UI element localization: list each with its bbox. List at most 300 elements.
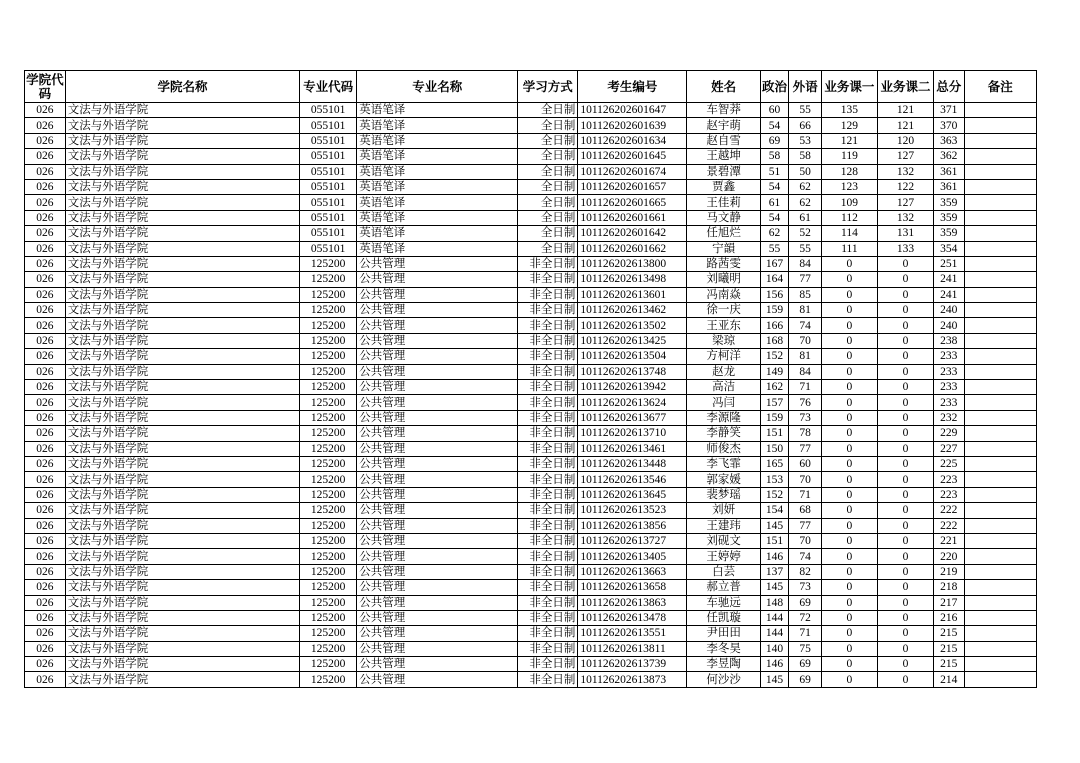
cell-total-score: 233 [934,380,965,395]
header-note: 备注 [964,71,1036,103]
cell-exam-id: 101126202613601 [578,287,687,302]
cell-note [964,549,1036,564]
cell-college-code: 026 [25,380,66,395]
cell-total-score: 215 [934,657,965,672]
cell-major-name: 公共管理 [357,580,518,595]
cell-note [964,410,1036,425]
cell-college-code: 026 [25,395,66,410]
cell-note [964,226,1036,241]
cell-course1-score: 0 [821,303,877,318]
cell-course2-score: 0 [877,333,933,348]
cell-college-code: 026 [25,256,66,271]
cell-major-code: 125200 [300,395,357,410]
cell-major-name: 公共管理 [357,287,518,302]
cell-politics-score: 159 [760,303,789,318]
cell-total-score: 240 [934,318,965,333]
cell-college-name: 文法与外语学院 [65,333,299,348]
cell-exam-id: 101126202613710 [578,426,687,441]
cell-foreign-lang-score: 60 [789,456,822,471]
cell-exam-id: 101126202613502 [578,318,687,333]
cell-student-name: 任凯璇 [687,610,760,625]
cell-major-name: 公共管理 [357,395,518,410]
table-row [25,226,1037,241]
cell-college-code: 026 [25,364,66,379]
cell-total-score: 240 [934,303,965,318]
cell-note [964,533,1036,548]
cell-study-mode: 非全日制 [518,626,578,641]
cell-college-code: 026 [25,118,66,133]
cell-college-name: 文法与外语学院 [65,595,299,610]
cell-exam-id: 101126202613425 [578,333,687,348]
cell-study-mode: 非全日制 [518,380,578,395]
cell-college-name: 文法与外语学院 [65,518,299,533]
cell-total-score: 359 [934,210,965,225]
cell-college-code: 026 [25,410,66,425]
cell-foreign-lang-score: 62 [789,195,822,210]
header-college-name: 学院名称 [65,71,299,103]
cell-politics-score: 54 [760,210,789,225]
cell-major-code: 125200 [300,349,357,364]
cell-college-name: 文法与外语学院 [65,626,299,641]
cell-major-name: 公共管理 [357,518,518,533]
table-row [25,118,1037,133]
cell-course1-score: 0 [821,333,877,348]
table-row [25,195,1037,210]
header-major-code: 专业代码 [300,71,357,103]
cell-college-name: 文法与外语学院 [65,487,299,502]
cell-foreign-lang-score: 71 [789,380,822,395]
cell-exam-id: 101126202613873 [578,672,687,687]
table-row [25,610,1037,625]
cell-college-code: 026 [25,426,66,441]
header-name: 姓名 [687,71,760,103]
cell-total-score: 370 [934,118,965,133]
cell-student-name: 郝立普 [687,580,760,595]
cell-college-name: 文法与外语学院 [65,610,299,625]
cell-course1-score: 0 [821,364,877,379]
cell-course1-score: 0 [821,318,877,333]
cell-course1-score: 0 [821,518,877,533]
cell-foreign-lang-score: 68 [789,503,822,518]
cell-note [964,118,1036,133]
cell-college-name: 文法与外语学院 [65,287,299,302]
cell-major-name: 公共管理 [357,456,518,471]
cell-college-code: 026 [25,195,66,210]
cell-foreign-lang-score: 77 [789,518,822,533]
cell-course2-score: 122 [877,179,933,194]
cell-college-code: 026 [25,610,66,625]
table-row [25,210,1037,225]
cell-foreign-lang-score: 75 [789,641,822,656]
cell-major-code: 125200 [300,256,357,271]
cell-foreign-lang-score: 66 [789,118,822,133]
cell-exam-id: 101126202613727 [578,533,687,548]
cell-exam-id: 101126202613663 [578,564,687,579]
cell-note [964,349,1036,364]
table-row [25,364,1037,379]
table-row [25,549,1037,564]
cell-course1-score: 0 [821,503,877,518]
cell-major-name: 公共管理 [357,349,518,364]
cell-student-name: 刘曦明 [687,272,760,287]
cell-major-code: 125200 [300,518,357,533]
cell-foreign-lang-score: 77 [789,272,822,287]
cell-exam-id: 101126202601657 [578,179,687,194]
cell-major-code: 125200 [300,595,357,610]
cell-college-code: 026 [25,210,66,225]
cell-college-name: 文法与外语学院 [65,179,299,194]
cell-course2-score: 121 [877,103,933,118]
cell-major-code: 125200 [300,456,357,471]
cell-note [964,318,1036,333]
cell-politics-score: 145 [760,518,789,533]
cell-study-mode: 全日制 [518,179,578,194]
cell-course2-score: 0 [877,580,933,595]
cell-foreign-lang-score: 84 [789,256,822,271]
cell-exam-id: 101126202613863 [578,595,687,610]
cell-student-name: 马文静 [687,210,760,225]
cell-study-mode: 全日制 [518,164,578,179]
cell-student-name: 王佳莉 [687,195,760,210]
cell-course2-score: 133 [877,241,933,256]
cell-exam-id: 101126202601662 [578,241,687,256]
cell-total-score: 216 [934,610,965,625]
cell-major-code: 125200 [300,380,357,395]
cell-college-name: 文法与外语学院 [65,303,299,318]
cell-foreign-lang-score: 73 [789,580,822,595]
cell-note [964,580,1036,595]
table-row [25,472,1037,487]
table-row [25,164,1037,179]
cell-major-code: 055101 [300,164,357,179]
table-row [25,426,1037,441]
table-row [25,657,1037,672]
cell-foreign-lang-score: 53 [789,133,822,148]
cell-total-score: 251 [934,256,965,271]
cell-student-name: 尹田田 [687,626,760,641]
cell-course1-score: 0 [821,349,877,364]
cell-exam-id: 101126202601647 [578,103,687,118]
cell-study-mode: 非全日制 [518,364,578,379]
table-row [25,349,1037,364]
cell-major-code: 125200 [300,549,357,564]
cell-foreign-lang-score: 70 [789,472,822,487]
cell-foreign-lang-score: 58 [789,149,822,164]
cell-major-name: 公共管理 [357,364,518,379]
cell-major-name: 公共管理 [357,333,518,348]
cell-course2-score: 121 [877,118,933,133]
cell-course1-score: 0 [821,672,877,687]
cell-foreign-lang-score: 72 [789,610,822,625]
cell-study-mode: 非全日制 [518,672,578,687]
cell-college-name: 文法与外语学院 [65,241,299,256]
cell-college-code: 026 [25,672,66,687]
cell-politics-score: 166 [760,318,789,333]
table-row [25,103,1037,118]
cell-major-name: 英语笔译 [357,133,518,148]
cell-course2-score: 0 [877,256,933,271]
cell-student-name: 何沙沙 [687,672,760,687]
cell-student-name: 王建玮 [687,518,760,533]
cell-foreign-lang-score: 70 [789,533,822,548]
cell-college-name: 文法与外语学院 [65,133,299,148]
cell-foreign-lang-score: 74 [789,549,822,564]
header-study-mode: 学习方式 [518,71,578,103]
header-total: 总分 [934,71,965,103]
cell-college-name: 文法与外语学院 [65,395,299,410]
cell-politics-score: 144 [760,610,789,625]
cell-total-score: 361 [934,179,965,194]
cell-note [964,456,1036,471]
header-college-code: 学院代码 [26,71,64,101]
cell-course2-score: 127 [877,195,933,210]
cell-study-mode: 非全日制 [518,333,578,348]
cell-major-name: 英语笔译 [357,210,518,225]
cell-course2-score: 0 [877,549,933,564]
score-table [24,70,1037,688]
cell-course1-score: 135 [821,103,877,118]
cell-college-code: 026 [25,657,66,672]
cell-total-score: 215 [934,641,965,656]
table-body [25,103,1037,688]
cell-foreign-lang-score: 69 [789,595,822,610]
cell-student-name: 王婷婷 [687,549,760,564]
cell-study-mode: 非全日制 [518,503,578,518]
cell-major-name: 公共管理 [357,410,518,425]
cell-study-mode: 全日制 [518,226,578,241]
cell-course1-score: 0 [821,487,877,502]
cell-major-code: 125200 [300,318,357,333]
table-row [25,149,1037,164]
cell-politics-score: 152 [760,349,789,364]
cell-college-name: 文法与外语学院 [65,456,299,471]
cell-major-code: 125200 [300,333,357,348]
cell-major-name: 英语笔译 [357,241,518,256]
cell-politics-score: 165 [760,456,789,471]
cell-college-name: 文法与外语学院 [65,256,299,271]
cell-college-code: 026 [25,626,66,641]
cell-note [964,610,1036,625]
cell-exam-id: 101126202613504 [578,349,687,364]
cell-college-code: 026 [25,564,66,579]
cell-study-mode: 非全日制 [518,426,578,441]
cell-course2-score: 0 [877,410,933,425]
cell-exam-id: 101126202613942 [578,380,687,395]
cell-foreign-lang-score: 81 [789,349,822,364]
cell-student-name: 宁韻 [687,241,760,256]
cell-college-code: 026 [25,149,66,164]
cell-exam-id: 101126202613677 [578,410,687,425]
cell-student-name: 刘砚文 [687,533,760,548]
cell-study-mode: 非全日制 [518,657,578,672]
cell-major-name: 公共管理 [357,318,518,333]
cell-major-code: 055101 [300,241,357,256]
table-row [25,441,1037,456]
table-row [25,272,1037,287]
cell-politics-score: 150 [760,441,789,456]
cell-student-name: 徐一庆 [687,303,760,318]
cell-college-name: 文法与外语学院 [65,426,299,441]
cell-study-mode: 非全日制 [518,641,578,656]
cell-major-code: 125200 [300,441,357,456]
cell-note [964,441,1036,456]
cell-course1-score: 114 [821,226,877,241]
cell-exam-id: 101126202613546 [578,472,687,487]
cell-note [964,472,1036,487]
cell-exam-id: 101126202601645 [578,149,687,164]
cell-student-name: 贾鑫 [687,179,760,194]
cell-note [964,364,1036,379]
cell-note [964,518,1036,533]
cell-course2-score: 0 [877,272,933,287]
cell-politics-score: 69 [760,133,789,148]
cell-student-name: 任旭烂 [687,226,760,241]
cell-total-score: 215 [934,626,965,641]
table-row [25,256,1037,271]
header-major-name: 专业名称 [357,71,518,103]
cell-student-name: 冯闫 [687,395,760,410]
cell-foreign-lang-score: 77 [789,441,822,456]
cell-course1-score: 123 [821,179,877,194]
cell-course1-score: 0 [821,533,877,548]
cell-course1-score: 119 [821,149,877,164]
cell-major-code: 125200 [300,533,357,548]
cell-college-name: 文法与外语学院 [65,564,299,579]
cell-exam-id: 101126202613523 [578,503,687,518]
cell-study-mode: 非全日制 [518,318,578,333]
cell-total-score: 233 [934,364,965,379]
cell-study-mode: 全日制 [518,133,578,148]
cell-politics-score: 148 [760,595,789,610]
cell-student-name: 刘妍 [687,503,760,518]
cell-note [964,103,1036,118]
cell-student-name: 李源隆 [687,410,760,425]
cell-course1-score: 128 [821,164,877,179]
cell-college-code: 026 [25,349,66,364]
cell-total-score: 241 [934,272,965,287]
cell-politics-score: 58 [760,149,789,164]
cell-major-name: 公共管理 [357,441,518,456]
cell-college-code: 026 [25,179,66,194]
cell-exam-id: 101126202613624 [578,395,687,410]
cell-foreign-lang-score: 69 [789,672,822,687]
cell-college-name: 文法与外语学院 [65,641,299,656]
cell-major-code: 125200 [300,641,357,656]
cell-course1-score: 112 [821,210,877,225]
table-row [25,518,1037,533]
cell-study-mode: 非全日制 [518,303,578,318]
cell-college-name: 文法与外语学院 [65,118,299,133]
cell-college-code: 026 [25,641,66,656]
cell-college-name: 文法与外语学院 [65,164,299,179]
cell-student-name: 梁琼 [687,333,760,348]
cell-note [964,395,1036,410]
cell-major-code: 125200 [300,657,357,672]
cell-exam-id: 101126202613462 [578,303,687,318]
table-row [25,533,1037,548]
cell-student-name: 赵龙 [687,364,760,379]
cell-major-name: 公共管理 [357,564,518,579]
cell-course2-score: 132 [877,164,933,179]
cell-total-score: 220 [934,549,965,564]
cell-course2-score: 0 [877,657,933,672]
header-politics: 政治 [760,71,789,103]
cell-study-mode: 非全日制 [518,395,578,410]
table-row [25,487,1037,502]
cell-course2-score: 0 [877,503,933,518]
cell-major-name: 公共管理 [357,303,518,318]
cell-foreign-lang-score: 62 [789,179,822,194]
cell-study-mode: 非全日制 [518,595,578,610]
table-row [25,456,1037,471]
cell-foreign-lang-score: 55 [789,241,822,256]
cell-note [964,626,1036,641]
cell-foreign-lang-score: 52 [789,226,822,241]
cell-college-code: 026 [25,226,66,241]
cell-study-mode: 非全日制 [518,518,578,533]
cell-study-mode: 全日制 [518,149,578,164]
cell-course2-score: 0 [877,456,933,471]
cell-note [964,195,1036,210]
header-course1: 业务课一 [821,71,877,103]
cell-course2-score: 131 [877,226,933,241]
cell-note [964,272,1036,287]
cell-course2-score: 0 [877,564,933,579]
cell-note [964,503,1036,518]
cell-note [964,256,1036,271]
cell-course1-score: 0 [821,657,877,672]
cell-major-code: 055101 [300,118,357,133]
table-row [25,380,1037,395]
cell-total-score: 362 [934,149,965,164]
cell-college-code: 026 [25,318,66,333]
cell-college-code: 026 [25,133,66,148]
cell-student-name: 李冬昊 [687,641,760,656]
cell-college-name: 文法与外语学院 [65,103,299,118]
cell-total-score: 233 [934,395,965,410]
cell-exam-id: 101126202601642 [578,226,687,241]
cell-college-name: 文法与外语学院 [65,657,299,672]
cell-politics-score: 140 [760,641,789,656]
cell-college-name: 文法与外语学院 [65,441,299,456]
cell-politics-score: 156 [760,287,789,302]
cell-college-code: 026 [25,456,66,471]
cell-politics-score: 157 [760,395,789,410]
cell-major-name: 公共管理 [357,610,518,625]
cell-student-name: 赵宇萌 [687,118,760,133]
cell-study-mode: 非全日制 [518,580,578,595]
cell-total-score: 233 [934,349,965,364]
cell-study-mode: 非全日制 [518,487,578,502]
cell-major-code: 125200 [300,610,357,625]
table-row [25,595,1037,610]
cell-course2-score: 0 [877,641,933,656]
cell-major-name: 英语笔译 [357,195,518,210]
cell-major-name: 公共管理 [357,549,518,564]
cell-major-name: 英语笔译 [357,179,518,194]
cell-college-name: 文法与外语学院 [65,380,299,395]
cell-course1-score: 0 [821,610,877,625]
cell-note [964,133,1036,148]
cell-course1-score: 121 [821,133,877,148]
cell-major-code: 125200 [300,272,357,287]
cell-course2-score: 120 [877,133,933,148]
cell-foreign-lang-score: 78 [789,426,822,441]
cell-study-mode: 全日制 [518,195,578,210]
cell-study-mode: 非全日制 [518,256,578,271]
table-row [25,580,1037,595]
cell-note [964,179,1036,194]
